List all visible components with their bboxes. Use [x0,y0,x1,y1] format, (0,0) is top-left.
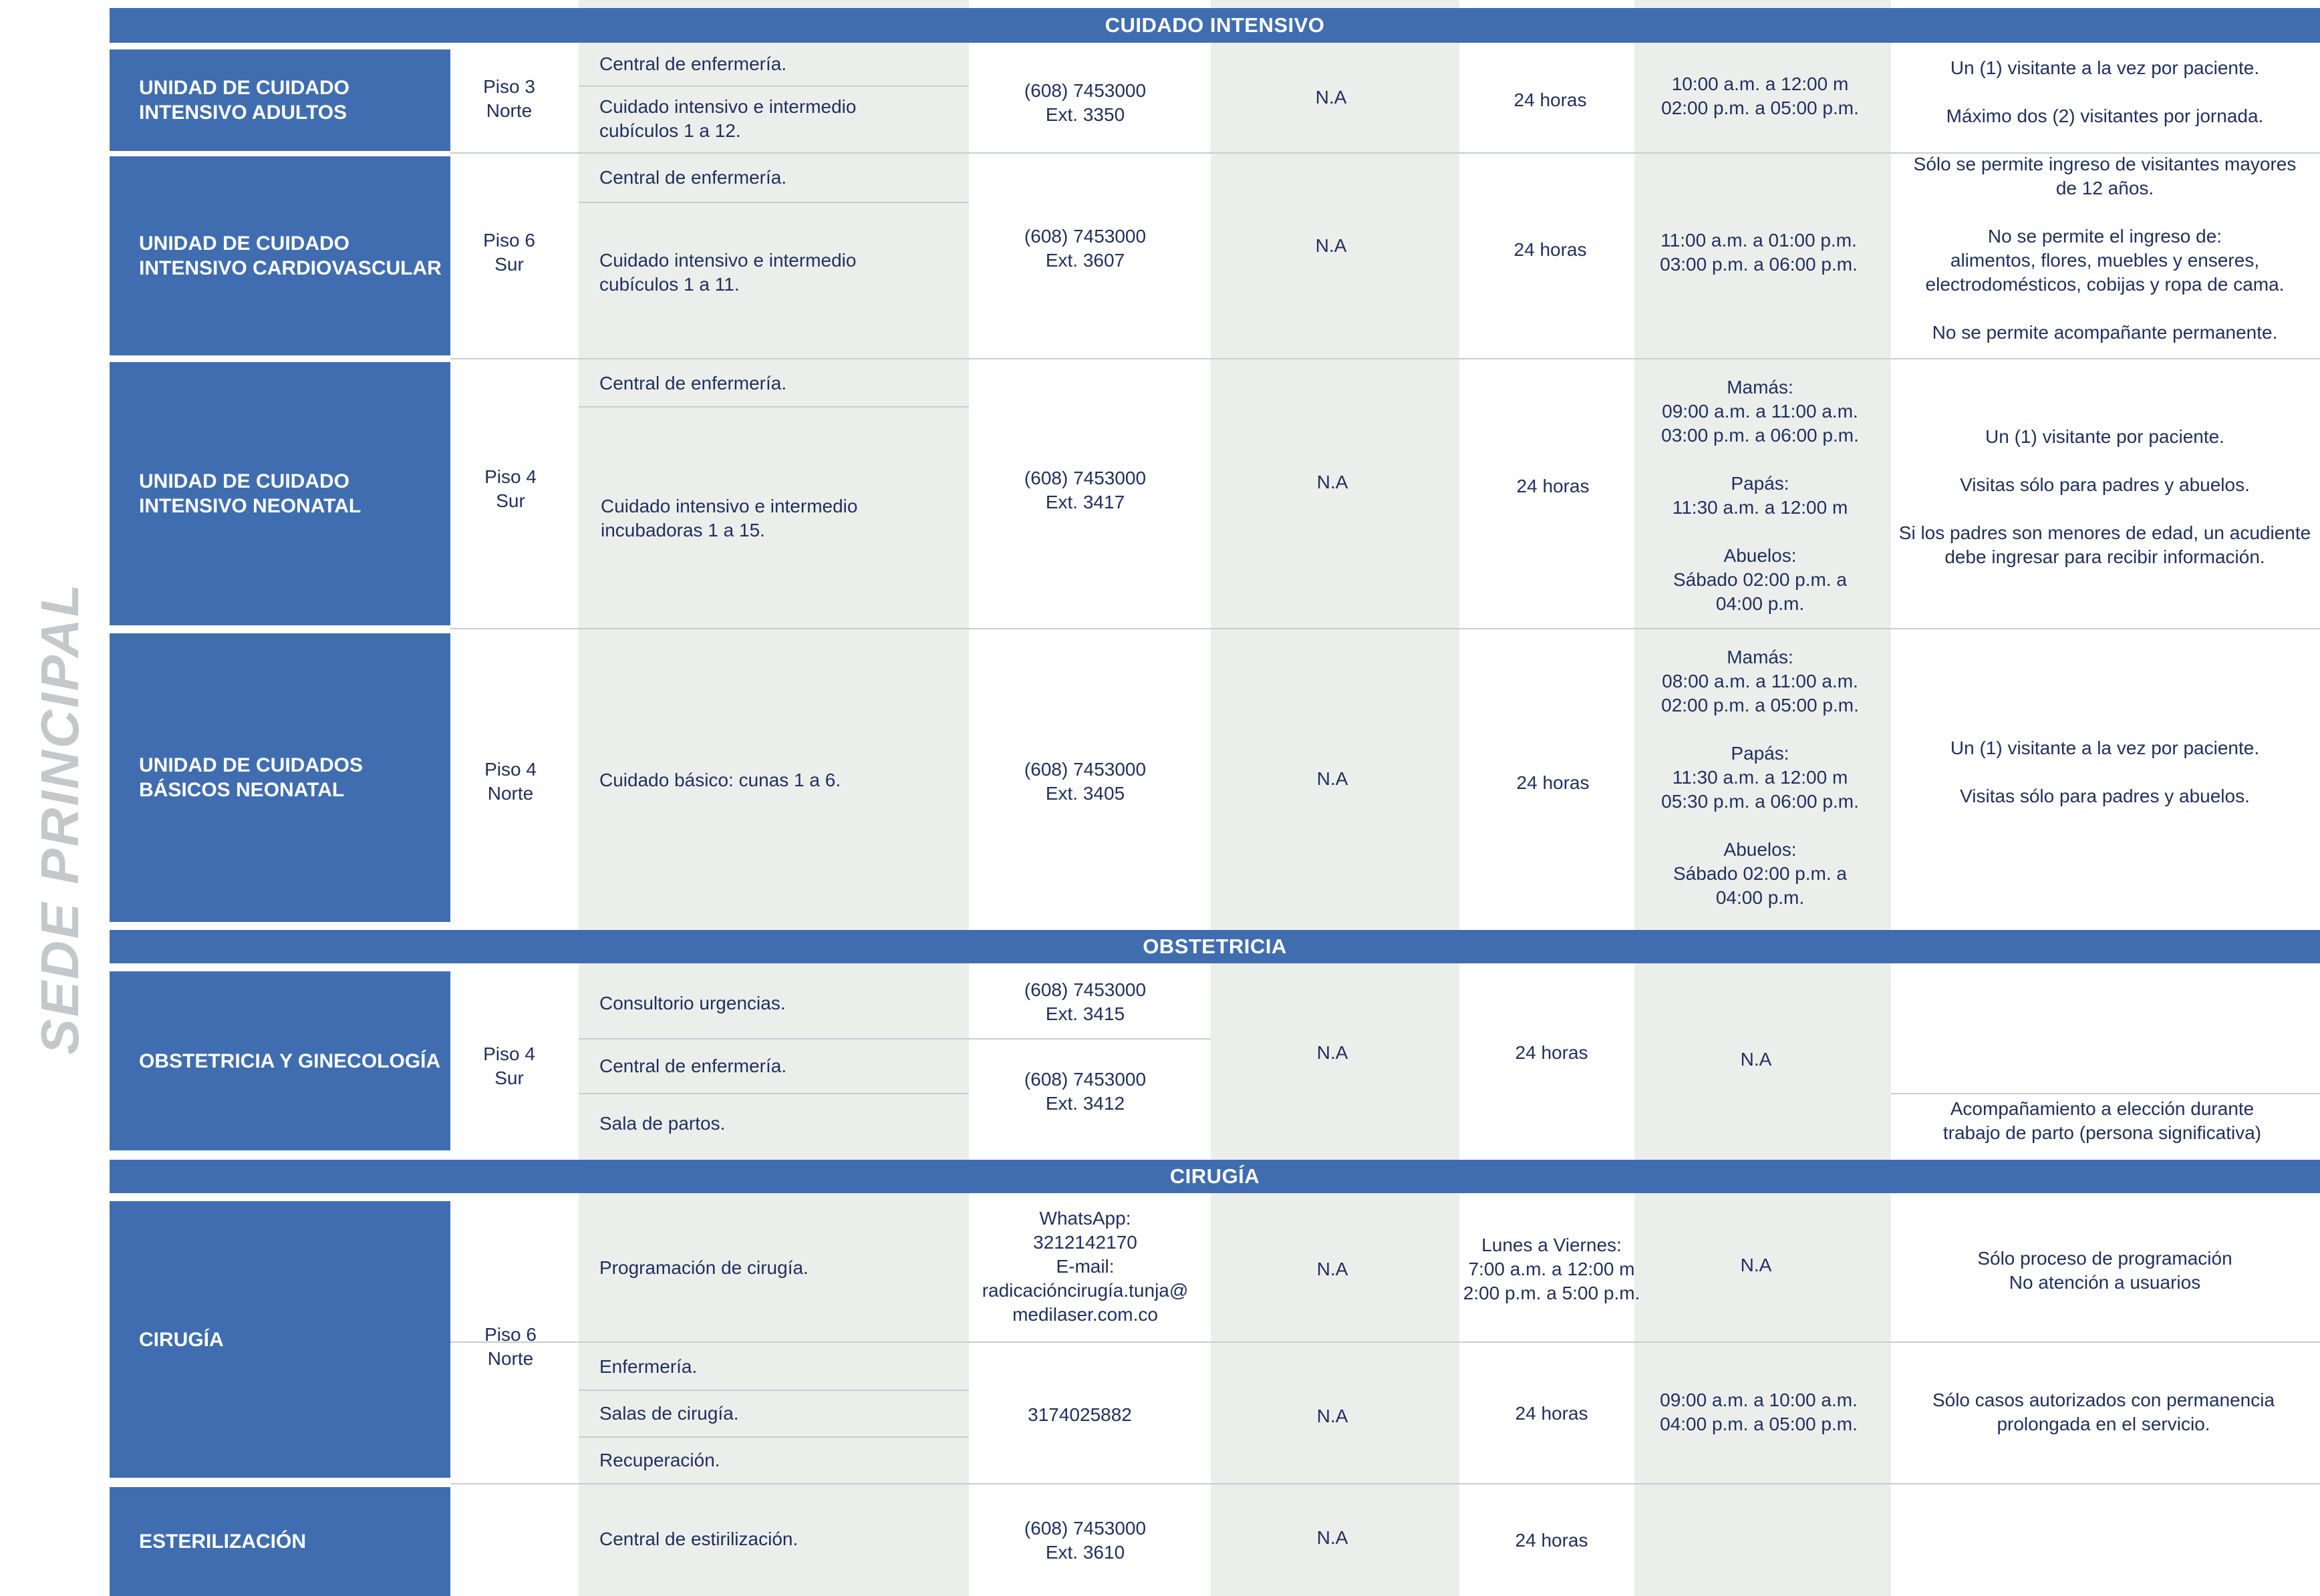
hours: 24 horas [1513,90,1587,110]
section-header-intensive: CUIDADO INTENSIVO [110,8,2320,43]
unit-label: CIRUGÍA [139,1328,224,1351]
service: Consultorio urgencias. [599,993,786,1013]
hours: 24 horas [1516,476,1590,496]
hours: 24 horas [1515,1530,1588,1551]
service-divider [579,1093,969,1094]
service-divider [579,1038,969,1040]
phone-divider [969,1038,1211,1040]
service-divider [579,406,969,408]
service-divider [579,1436,969,1438]
service: Enfermería. [599,1356,698,1377]
unit-uci-neonatal [110,362,450,625]
service: Central de estirilización. [599,1529,799,1549]
service-divider [579,202,969,203]
floor: Piso 6 Norte [484,1324,537,1369]
visiting-hours: 10:00 a.m. a 12:00 m 02:00 p.m. a 05:00 p.m. [1661,73,1859,118]
unit-obstetricia [110,971,450,1150]
service: Central de enfermería. [599,167,787,188]
phone: (608) 7453000 Ext. 3610 [1024,1518,1147,1563]
phone: (608) 7453000 Ext. 3415 [1024,979,1147,1024]
service: Cuidado intensivo e intermedio cubículos 1 a 12. [599,96,857,141]
notes: Sólo casos autorizados con permanencia prolongada en el servicio. [1932,1390,2275,1434]
service: Cuidado intensivo e intermedio incubadoras 1 a 15. [601,496,858,540]
visiting-hours: 11:00 a.m. a 01:00 p.m. 03:00 p.m. a 06:00 p.m. [1660,230,1858,275]
service-divider [579,1390,969,1391]
service: Central de enfermería. [599,1056,787,1076]
phone: (608) 7453000 Ext. 3607 [1024,226,1147,271]
row-divider [450,628,2320,629]
unit-label: UNIDAD DE CUIDADOS BÁSICOS NEONATAL [139,754,364,801]
service: Programación de cirugía. [599,1257,809,1278]
row-divider [450,358,2320,359]
unit-uci-adultos [110,49,450,151]
contact: 3174025882 [1028,1404,1132,1425]
service-divider [579,86,969,87]
floor: Piso 4 Sur [483,1044,535,1088]
phone: (608) 7453000 Ext. 3417 [1024,468,1147,512]
hours: 24 horas [1516,772,1590,793]
notes: Un (1) visitante a la vez por paciente. Visitas sólo para padres y abuelos. [1950,738,2260,806]
unit-cirugia [110,1201,450,1478]
floor: Piso 6 Sur [483,230,535,275]
section-header-surgery: CIRUGÍA [110,1160,2320,1193]
unit-esterilizacion [110,1487,450,1596]
service: Cuidado intensivo e intermedio cubículos 1 a 11. [599,250,857,295]
phone: (608) 7453000 Ext. 3405 [1024,759,1147,804]
service: Recuperación. [599,1450,720,1470]
col5-value: N.A [1316,1259,1348,1279]
service: Central de enfermería. [599,53,787,74]
service: Salas de cirugía. [599,1403,739,1424]
side-label: SEDE PRINCIPAL [30,582,90,1055]
floor: Piso 4 Sur [484,466,537,511]
visiting-hours: Mamás: 09:00 a.m. a 11:00 a.m. 03:00 p.m. a 06:00 p.m. Papás: 11:30 a.m. a 12:00 m Abuelos: Sábado 02:00 p.m. a 04:00 p.m. [1661,377,1859,614]
visiting-hours: 09:00 a.m. a 10:00 a.m. 04:00 p.m. a 05:00 p.m. [1660,1390,1858,1434]
visiting-hours: Mamás: 08:00 a.m. a 11:00 a.m. 02:00 p.m. a 05:00 p.m. Papás: 11:30 a.m. a 12:00 m 05:30 p.m. a 06:00 p.m. Abuelos: Sábado 02:00 p.m. a 04:00 p.m. [1661,647,1859,908]
service: Cuidado básico: cunas 1 a 6. [599,770,841,790]
col5-value: N.A [1315,87,1347,108]
unit-label: UNIDAD DE CUIDADO INTENSIVO NEONATAL [139,470,361,517]
visiting-hours: N.A [1740,1255,1772,1275]
col5-value: N.A [1315,235,1347,256]
col5-value: N.A [1316,472,1348,492]
hours: 24 horas [1515,1403,1588,1424]
col5-value: N.A [1316,768,1348,789]
row-divider [450,1341,2320,1343]
row-divider [450,1483,2320,1484]
section-header-obstetrics: OBSTETRICIA [110,930,2320,963]
contact: WhatsApp: 3212142170 E-mail: radicacióncirugía.tunja@ medilaser.com.co [982,1208,1189,1325]
notes: Sólo proceso de programación No atención a usuarios [1977,1248,2232,1293]
unit-ucb-neonatal [110,633,450,922]
notes: Acompañamiento a elección durante trabajo de parto (persona significativa) [1942,1098,2262,1143]
col5-value: N.A [1316,1406,1348,1426]
floor: Piso 3 Norte [483,76,535,121]
hours: 24 horas [1515,1042,1588,1063]
unit-label: UNIDAD DE CUIDADO INTENSIVO CARDIOVASCULAR [139,232,442,279]
hours: Lunes a Viernes: 7:00 a.m. a 12:00 m 2:00 p.m. a 5:00 p.m. [1463,1235,1640,1303]
unit-label: ESTERILIZACIÓN [139,1531,307,1553]
notes: Un (1) visitante a la vez por paciente. Máximo dos (2) visitantes por jornada. Sólo se permite ingreso de visitantes mayores de 12 años. No se permite el ingreso de: alimentos, flores, muebles y enseres, electrodomésticos, cobijas y ropa de cama. No se permite acompañante permanente. [1913,57,2297,343]
unit-uci-cardiovascular [110,156,450,355]
phone: (608) 7453000 Ext. 3412 [1024,1069,1147,1114]
unit-label: OBSTETRICIA Y GINECOLOGÍA [139,1050,441,1072]
side-panel [0,0,107,1596]
service: Sala de partos. [599,1113,726,1134]
floor: Piso 4 Norte [484,759,537,804]
col5-value: N.A [1316,1527,1348,1548]
visiting-hours: N.A [1740,1049,1772,1070]
col5-value: N.A [1316,1042,1348,1063]
service: Central de enfermería. [599,373,787,393]
notes: Un (1) visitante por paciente. Visitas sólo para padres y abuelos. Si los padres son menores de edad, un acudiente debe ingresar para recibir información. [1898,426,2311,567]
unit-label: UNIDAD DE CUIDADO INTENSIVO ADULTOS [139,77,349,124]
hours: 24 horas [1513,239,1587,260]
phone: (608) 7453000 Ext. 3350 [1024,80,1147,125]
notes-divider [1891,1093,2320,1094]
